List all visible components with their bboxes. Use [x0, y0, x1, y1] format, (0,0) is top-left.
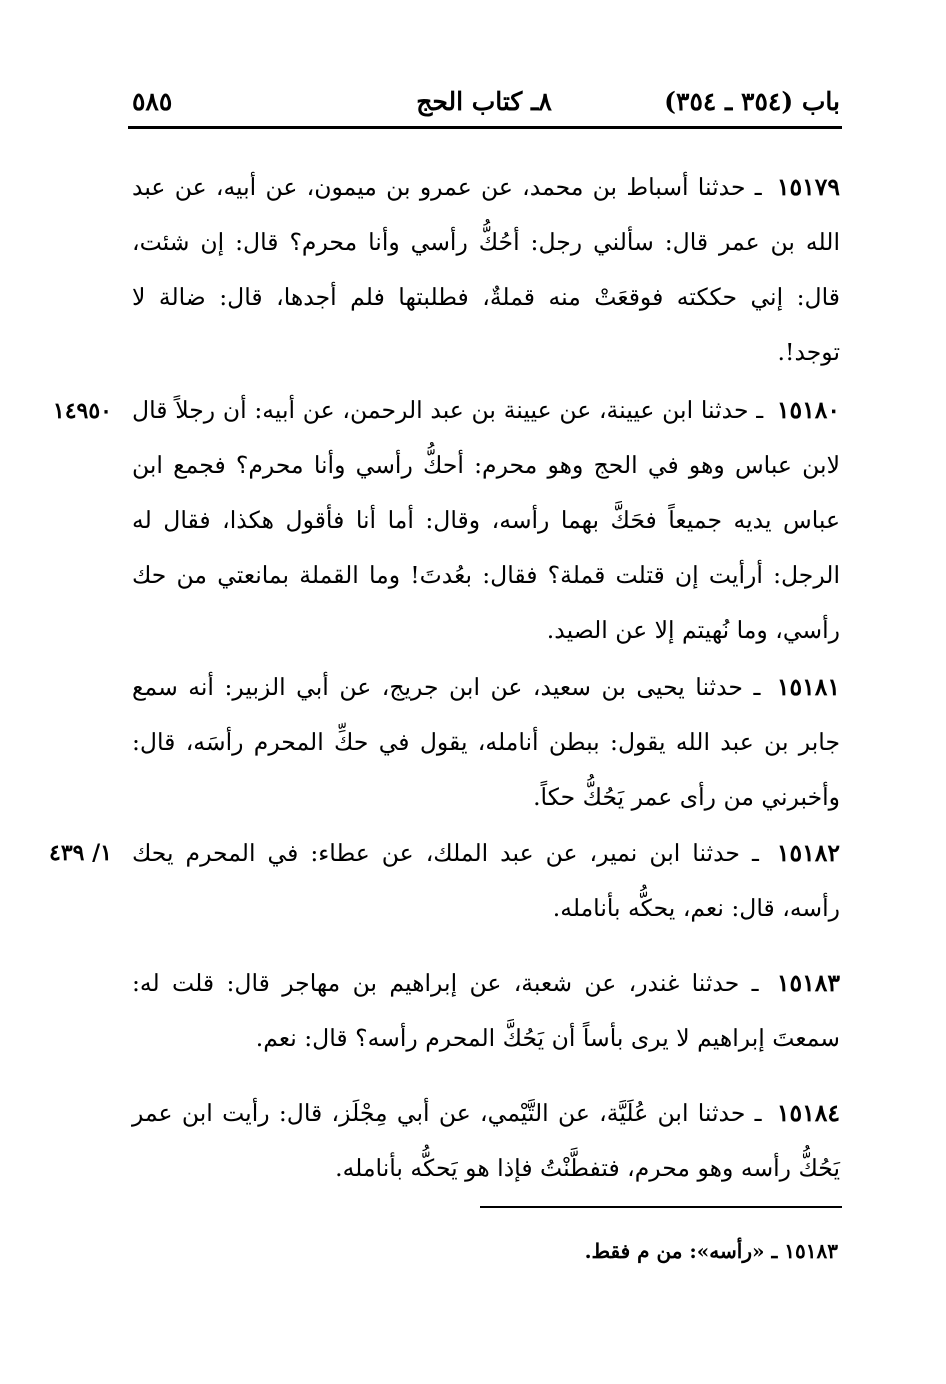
hadith-text: ـ حدثنا غندر، عن شعبة، عن إبراهيم بن مهاجر قال: قلت له: سمعتَ إبراهيم لا يرى بأساً أن يَحُكَّ المحرم رأسه؟ قال: نعم.	[132, 969, 840, 1052]
page-number: ٥٨٥	[132, 87, 173, 116]
header-rule	[128, 126, 842, 129]
hadith-number: ١٥١٨١	[776, 673, 840, 701]
hadith-paragraph	[132, 1086, 840, 1196]
hadith-paragraph	[132, 383, 840, 658]
chapter-heading: باب (٣٥٤ ـ ٣٥٤)	[664, 87, 840, 116]
hadith-number: ١٥١٨٢	[776, 839, 840, 867]
page-header	[128, 82, 840, 122]
footnote: ١٥١٨٣ ـ «رأسه»: من م فقط.	[584, 1239, 838, 1263]
hadith-paragraph	[132, 956, 840, 1066]
hadith-text: ـ حدثنا أسباط بن محمد، عن عمرو بن ميمون، عن أبيه، عن عبد الله بن عمر قال: سألني رجل: أحُكُّ رأسي وأنا محرم؟ قال: إن شئت، قال: إني حككته فوقعَتْ منه قملةٌ، فطلبتها فلم أجدها، قال: ضالة لا توجد!.	[132, 173, 840, 366]
margin-reference: ١/ ٤٣٩	[49, 840, 112, 866]
hadith-number: ١٥١٨٣	[776, 969, 840, 997]
hadith-text: ـ حدثنا ابن عُلَيَّة، عن التَّيْمي، عن أبي مِجْلَز، قال: رأيت ابن عمر يَحُكُّ رأسه وهو محرم، فتفطَّنْتُ فإذا هو يَحكُّه بأنامله.	[132, 1099, 840, 1182]
footnote-rule	[480, 1206, 842, 1208]
hadith-number: ١٥١٨٤	[776, 1099, 840, 1127]
hadith-text: ـ حدثنا ابن عيينة، عن عيينة بن عبد الرحمن، عن أبيه: أن رجلاً قال لابن عباس وهو في الحج وهو محرم: أحكُّ رأسي وأنا محرم؟ فجمع ابن عباس يديه جميعاً فحَكَّ بهما رأسه، وقال: أما أنا فأقول هكذا، فقال له الرجل: أرأيت إن قتلت قملة؟ فقال: بعُدتَ! وما القملة بمانعتي من حك رأسي، وما نُهيتم إلا عن الصيد.	[132, 396, 840, 644]
hadith-text: ـ حدثنا ابن نمير، عن عبد الملك، عن عطاء: في المحرم يحك رأسه، قال: نعم، يحكُّه بأنامله.	[132, 839, 840, 922]
hadith-paragraph	[132, 160, 840, 380]
hadith-paragraph	[132, 660, 840, 825]
hadith-text: ـ حدثنا يحيى بن سعيد، عن ابن جريج، عن أبي الزبير: أنه سمع جابر بن عبد الله يقول: ببطن أنامله، يقول في حكِّ المحرم رأسَه، قال: وأخبرني من رأى عمر يَحُكُّ حكاً.	[132, 673, 840, 811]
margin-reference: ١٤٩٥٠	[52, 398, 112, 424]
hadith-paragraph	[132, 826, 840, 936]
book-title: ٨ـ كتاب الحج	[416, 87, 552, 116]
hadith-number: ١٥١٨٠	[776, 396, 840, 424]
hadith-number: ١٥١٧٩	[776, 173, 840, 201]
